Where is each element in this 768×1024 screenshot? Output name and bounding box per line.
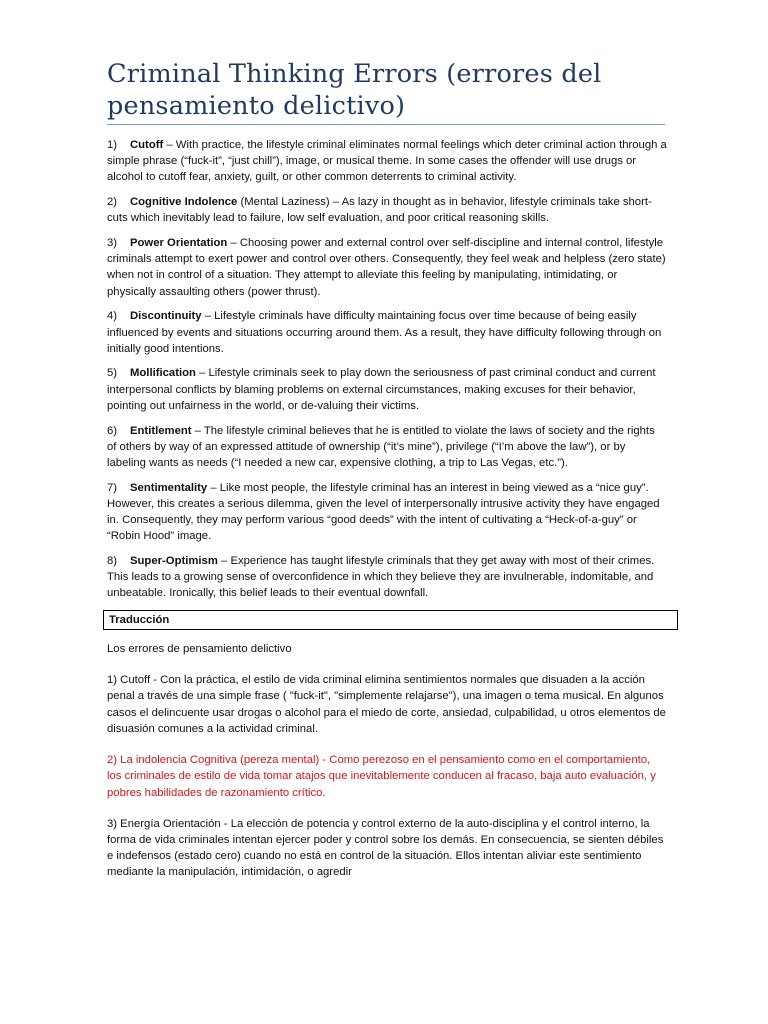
english-item	[107, 194, 667, 226]
item-description: (Mental Laziness) – As lazy in thought as in behavior, lifestyle criminals take short-cuts which inevitably lead to failure, low self evaluation, and poor critical reasoning skills.	[107, 196, 652, 225]
document-body	[107, 137, 667, 896]
spanish-item: 2) La indolencia Cognitiva (pereza mental) - Como perezoso en el pensamiento como en el comportamiento, los criminales de estilo de vida tomar atajos que inevitablemente conducen al fracaso, baja auto evaluación, y pobres habilidades de razonamiento crítico.	[107, 754, 656, 799]
item-description: – Lifestyle criminals have difficulty maintaining focus over time because of being easily influenced by events and situations occurring around them. As a result, they have difficulty following through on initially good intentions.	[107, 310, 662, 355]
english-item	[107, 480, 667, 545]
item-number: 1)	[107, 139, 118, 151]
english-item	[107, 308, 667, 357]
item-term: Cutoff	[130, 139, 164, 151]
item-description: – Lifestyle criminals seek to play down the seriousness of past criminal conduct and current interpersonal conflicts by blaming problems on external circumstances, making excuses for their behavior, pointing out unfairness in the world, or de-valuing their victims.	[107, 367, 656, 412]
item-term: Cognitive Indolence	[130, 196, 238, 209]
item-description: – Experience has taught lifestyle criminals that they get away with most of their crimes. This leads to a growing sense of overconfidence in which they believe they are invulnerable, indomitable, and unbeatable. Ironically, this belief leads to their eventual downfall.	[107, 554, 655, 600]
item-number: 7)	[107, 481, 118, 494]
item-number: 8)	[107, 554, 118, 567]
english-item	[107, 235, 667, 300]
spanish-heading: Los errores de pensamiento delictivo	[107, 643, 292, 656]
item-description: – Like most people, the lifestyle criminal has an interest in being viewed as a “nice guy”. However, this creates a serious dilemma, given the level of interpersonally intrusive activity they have engaged in. Consequently, they may perform various “good deeds” with the intent of cultivating a “Heck-of-a-guy” or “Robin Hood” image.	[107, 481, 660, 543]
item-term: Discontinuity	[130, 310, 202, 323]
spanish-item: 3) Energía Orientación - La elección de potencia y control externo de la auto-disciplina y el control interno, la forma de vida criminales intentan ejercer poder y control sobre los demás. En consecuencia, se sienten débiles e indefensos (estado cero) cuando no está en control de la situación. Ellos intentan aliviar este sentimiento mediante la manipulación, intimidación, o agredir	[107, 817, 664, 879]
item-number: 6)	[107, 424, 118, 437]
translation-label: Traducción	[103, 610, 678, 630]
title-underline	[107, 124, 665, 125]
item-term: Mollification	[130, 367, 196, 380]
item-number: 4)	[107, 310, 118, 323]
spanish-list	[107, 672, 667, 880]
english-item	[107, 137, 667, 186]
item-term: Sentimentality	[130, 481, 208, 494]
document-title: Criminal Thinking Errors (errores del pensamiento delictivo)	[107, 59, 602, 121]
item-term: Super-Optimism	[130, 554, 218, 567]
spanish-item: 1) Cutoff - Con la práctica, el estilo de vida criminal elimina sentimientos normales que disuaden a la acción penal a través de una simple frase ( "fuck-it", "simplemente relajarse"), una imagen o tema musical. En algunos casos el delincuente usar drogas o alcohol para el miedo de corte, ansiedad, culpabilidad, u otros elementos de disuasión comunes a la actividad criminal.	[107, 674, 666, 735]
english-list	[107, 137, 667, 602]
item-number: 2)	[107, 196, 118, 209]
item-description: – The lifestyle criminal believes that he is entitled to violate the laws of society and the rights of others by way of an expressed attitude of ownership (“it’s mine”), privilege (“I’m above the law”), or by labeling wants as needs (“I needed a new car, expensive clothing, a trip to Las Vegas, etc.”).	[107, 424, 655, 469]
item-description: – With practice, the lifestyle criminal eliminates normal feelings which deter criminal action through a simple phrase (“fuck-it”, “just chill”), image, or musical theme. In some cases the offender will use drugs or alcohol to cutoff fear, anxiety, guilt, or other common deterrents to criminal activity.	[107, 139, 667, 184]
item-number: 3)	[107, 237, 118, 250]
english-item	[107, 423, 667, 472]
english-item	[107, 365, 667, 414]
english-item	[107, 553, 667, 602]
item-term: Power Orientation	[130, 237, 228, 250]
item-number: 5)	[107, 367, 118, 380]
item-term: Entitlement	[130, 424, 192, 437]
item-description: – Choosing power and external control over self-discipline and internal control, lifestyle criminals attempt to exert power and control over others. Consequently, they feel weak and helpless (zero state) when not in control of a situation. They attempt to alleviate this feeling by manipulating, intimidating, or physically assaulting others (power thrust).	[107, 237, 666, 298]
